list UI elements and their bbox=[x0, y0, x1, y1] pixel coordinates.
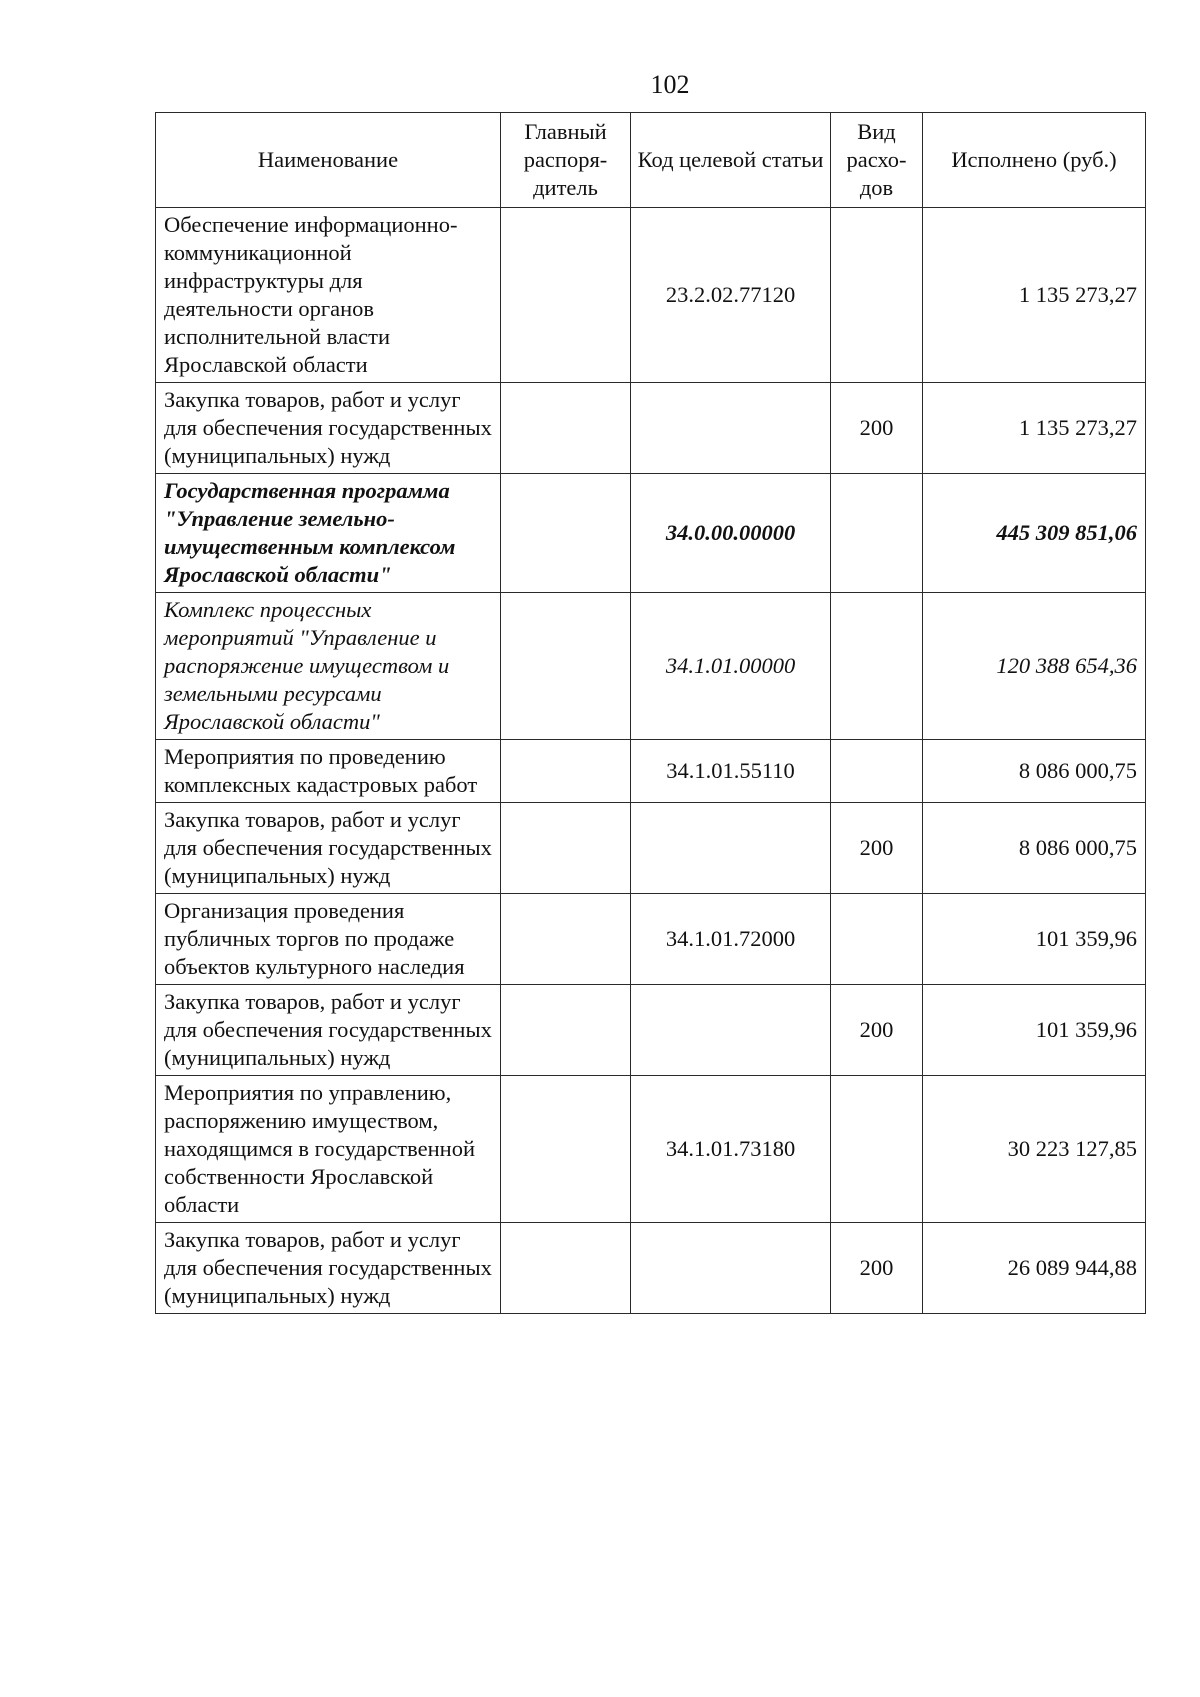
header-manager: Главный распоря-дитель bbox=[501, 113, 631, 208]
cell-manager bbox=[501, 593, 631, 740]
cell-code bbox=[631, 803, 831, 894]
cell-name: Закупка товаров, работ и услуг для обеспечения государственных (муниципальных) нужд bbox=[156, 985, 501, 1076]
cell-code: 23.2.02.77120 bbox=[631, 208, 831, 383]
cell-amount: 8 086 000,75 bbox=[923, 803, 1146, 894]
cell-manager bbox=[501, 985, 631, 1076]
cell-manager bbox=[501, 1076, 631, 1223]
cell-type bbox=[831, 208, 923, 383]
header-name: Наименование bbox=[156, 113, 501, 208]
table-row bbox=[156, 740, 1146, 803]
cell-amount: 120 388 654,36 bbox=[923, 593, 1146, 740]
cell-name: Государственная программа "Управление земельно-имущественным комплексом Ярославской области" bbox=[156, 474, 501, 593]
cell-code: 34.1.01.55110 bbox=[631, 740, 831, 803]
cell-type: 200 bbox=[831, 1223, 923, 1314]
cell-type bbox=[831, 1076, 923, 1223]
cell-type bbox=[831, 894, 923, 985]
cell-code: 34.1.01.00000 bbox=[631, 593, 831, 740]
table-row bbox=[156, 1076, 1146, 1223]
cell-amount: 1 135 273,27 bbox=[923, 383, 1146, 474]
cell-amount: 30 223 127,85 bbox=[923, 1076, 1146, 1223]
cell-name: Обеспечение информационно-коммуникационной инфраструктуры для деятельности органов исполнительной власти Ярославской области bbox=[156, 208, 501, 383]
cell-manager bbox=[501, 803, 631, 894]
cell-code: 34.0.00.00000 bbox=[631, 474, 831, 593]
cell-manager bbox=[501, 383, 631, 474]
expenditure-table bbox=[155, 112, 1146, 1314]
cell-name: Закупка товаров, работ и услуг для обеспечения государственных (муниципальных) нужд bbox=[156, 803, 501, 894]
table-header-row bbox=[156, 113, 1146, 208]
cell-name: Мероприятия по управлению, распоряжению имуществом, находящимся в государственной собственности Ярославской области bbox=[156, 1076, 501, 1223]
table-row bbox=[156, 803, 1146, 894]
header-amount: Исполнено (руб.) bbox=[923, 113, 1146, 208]
table-row bbox=[156, 894, 1146, 985]
cell-type bbox=[831, 740, 923, 803]
table-row-program bbox=[156, 474, 1146, 593]
cell-code: 34.1.01.72000 bbox=[631, 894, 831, 985]
cell-amount: 1 135 273,27 bbox=[923, 208, 1146, 383]
cell-type: 200 bbox=[831, 803, 923, 894]
table-row bbox=[156, 985, 1146, 1076]
cell-manager bbox=[501, 1223, 631, 1314]
header-code: Код целевой статьи bbox=[631, 113, 831, 208]
cell-manager bbox=[501, 208, 631, 383]
cell-code bbox=[631, 383, 831, 474]
cell-manager bbox=[501, 894, 631, 985]
cell-code: 34.1.01.73180 bbox=[631, 1076, 831, 1223]
cell-manager bbox=[501, 474, 631, 593]
table-row-complex bbox=[156, 593, 1146, 740]
cell-name: Закупка товаров, работ и услуг для обеспечения государственных (муниципальных) нужд bbox=[156, 1223, 501, 1314]
cell-amount: 26 089 944,88 bbox=[923, 1223, 1146, 1314]
cell-name: Мероприятия по проведению комплексных кадастровых работ bbox=[156, 740, 501, 803]
table-row bbox=[156, 208, 1146, 383]
cell-type: 200 bbox=[831, 985, 923, 1076]
cell-manager bbox=[501, 740, 631, 803]
page-number: 102 bbox=[650, 70, 690, 99]
cell-amount: 8 086 000,75 bbox=[923, 740, 1146, 803]
cell-code bbox=[631, 1223, 831, 1314]
cell-name: Комплекс процессных мероприятий "Управление и распоряжение имуществом и земельными ресурсами Ярославской области" bbox=[156, 593, 501, 740]
cell-name: Закупка товаров, работ и услуг для обеспечения государственных (муниципальных) нужд bbox=[156, 383, 501, 474]
cell-amount: 445 309 851,06 bbox=[923, 474, 1146, 593]
cell-type: 200 bbox=[831, 383, 923, 474]
cell-amount: 101 359,96 bbox=[923, 894, 1146, 985]
header-type: Вид расхо-дов bbox=[831, 113, 923, 208]
table-row bbox=[156, 383, 1146, 474]
cell-name: Организация проведения публичных торгов по продаже объектов культурного наследия bbox=[156, 894, 501, 985]
table-body bbox=[156, 208, 1146, 1314]
cell-type bbox=[831, 593, 923, 740]
cell-code bbox=[631, 985, 831, 1076]
cell-amount: 101 359,96 bbox=[923, 985, 1146, 1076]
cell-type bbox=[831, 474, 923, 593]
table-row bbox=[156, 1223, 1146, 1314]
